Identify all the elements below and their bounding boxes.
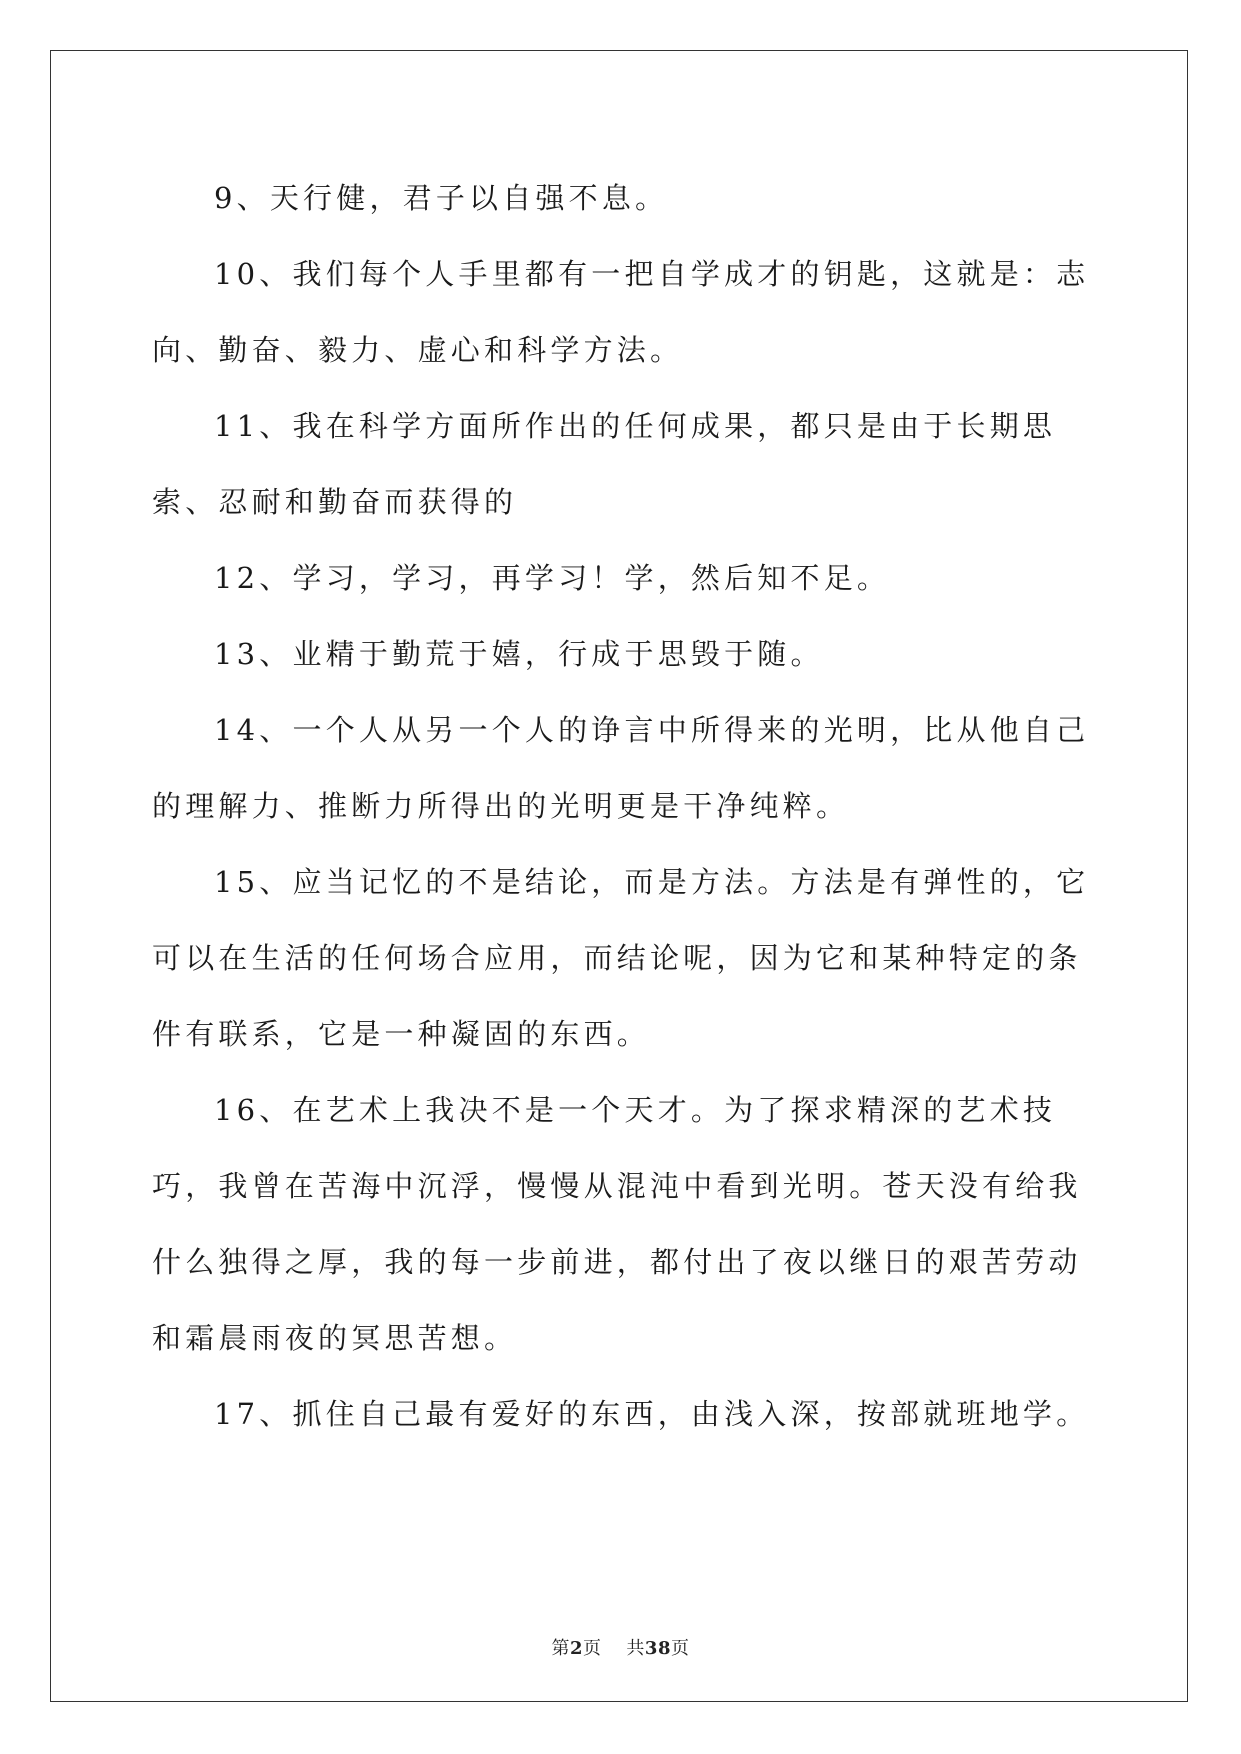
page-footer <box>0 1634 1241 1660</box>
total-pages: 38 <box>644 1638 671 1659</box>
paragraph-item-12: 12、学习，学习，再学习！学，然后知不足。 <box>214 561 891 595</box>
paragraph-item-17: 17、抓住自己最有爱好的东西，由浅入深，按部就班地学。 <box>214 1397 1090 1431</box>
paragraph-item-15: 15、应当记忆的不是结论，而是方法。方法是有弹性的，它可以在生活的任何场合应用，而结论呢，因为它和某种特定的条件有联系，它是一种凝固的东西。 <box>152 865 1090 1051</box>
paragraph-item-16: 16、在艺术上我决不是一个天才。为了探求精深的艺术技巧，我曾在苦海中沉浮，慢慢从混沌中看到光明。苍天没有给我什么独得之厚，我的每一步前进，都付出了夜以继日的艰苦劳动和霜晨雨夜的冥思苦想。 <box>152 1093 1082 1355</box>
document-body <box>152 160 1092 1452</box>
paragraph-item-10: 10、我们每个人手里都有一把自学成才的钥匙，这就是：志向、勤奋、毅力、虚心和科学方法。 <box>152 257 1090 367</box>
paragraph-item-14: 14、一个人从另一个人的诤言中所得来的光明，比从他自己的理解力、推断力所得出的光明更是干净纯粹。 <box>152 713 1090 823</box>
page-number: 2 <box>570 1638 584 1659</box>
total-prefix: 共 <box>626 1638 645 1659</box>
page-prefix: 第 <box>551 1638 570 1659</box>
total-suffix: 页 <box>670 1638 690 1659</box>
paragraph-item-11: 11、我在科学方面所作出的任何成果，都只是由于长期思索、忍耐和勤奋而获得的 <box>152 409 1057 519</box>
paragraph-item-9: 9、天行健，君子以自强不息。 <box>214 181 669 215</box>
paragraph-item-13: 13、业精于勤荒于嬉，行成于思毁于随。 <box>214 637 824 671</box>
page-suffix: 页 <box>583 1638 602 1659</box>
